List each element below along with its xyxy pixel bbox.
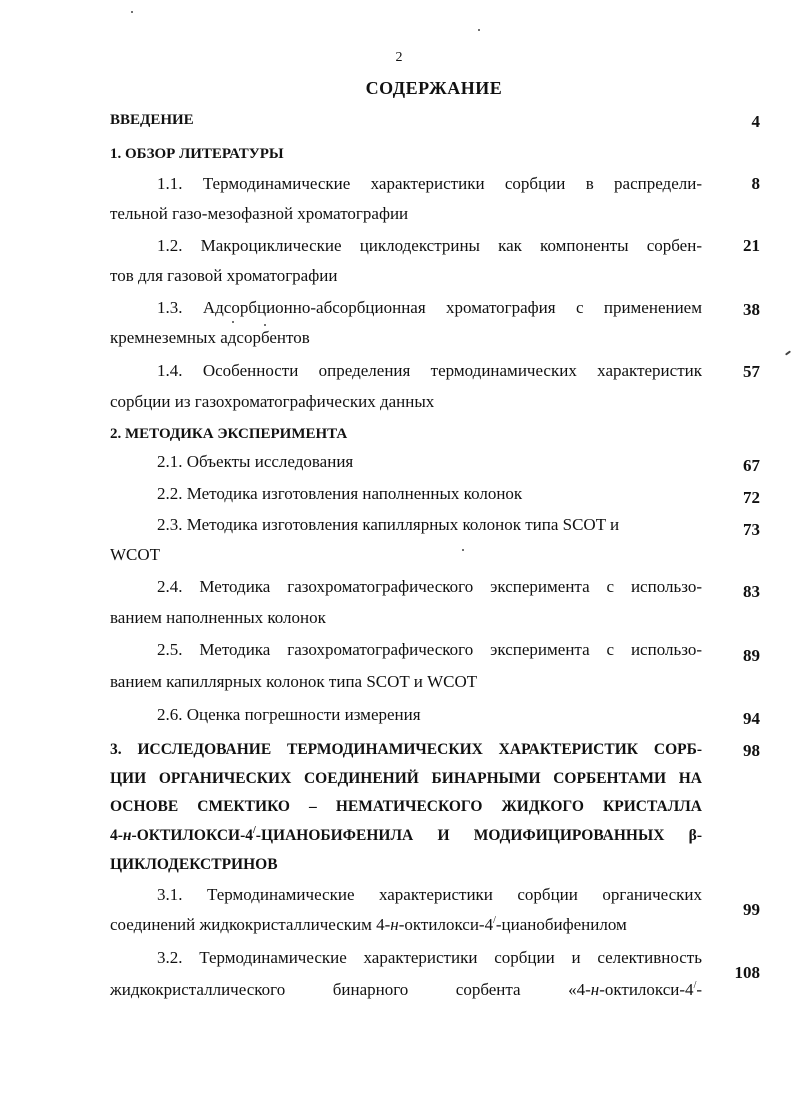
toc-item-1-4-line2: сорбции из газохроматографических данных [110, 392, 435, 411]
toc-page-3: 98 [743, 741, 760, 760]
toc-item-3-1-line2: соединений жидкокристаллическим 4-н-октилокси-4/-цианобифенилом [110, 915, 627, 934]
toc-page-2-6: 94 [743, 709, 760, 728]
toc-item-1-3-line2: кремнеземных адсорбентов [110, 328, 310, 347]
toc-item-1-4-line1: 1.4. Особенности определения термодинамических характеристик [157, 361, 702, 380]
toc-item-1-3-line1: 1.3. Адсорбционно-абсорбционная хроматография с применением [157, 298, 702, 317]
toc-item-1-1-line2: тельной газо-мезофазной хроматографии [110, 204, 409, 223]
toc-item-2-4-line1: 2.4. Методика газохроматографического эксперимента с использо- [157, 577, 702, 596]
scan-speckle [462, 549, 464, 551]
toc-page-3-2: 108 [734, 963, 760, 982]
toc-page-2-5: 89 [743, 646, 760, 665]
toc-heading-intro: ВВЕДЕНИЕ [110, 112, 194, 128]
toc-item-2-5-line2: ванием капиллярных колонок типа SCOT и WCOT [110, 672, 478, 691]
toc-item-3-2-line2: жидкокристаллического бинарного сорбента «4-н-октилокси-4/- [110, 980, 703, 999]
toc-chapter-3-line5: ЦИКЛОДЕКСТРИНОВ [110, 856, 278, 873]
toc-page-2-2: 72 [743, 488, 760, 507]
toc-item-1-2-line1: 1.2. Макроциклические циклодекстрины как компоненты сорбен- [157, 236, 702, 255]
toc-chapter-3-line4: 4-н-ОКТИЛОКСИ-4/-ЦИАНОБИФЕНИЛА И МОДИФИЦИРОВАННЫХ β- [110, 825, 702, 844]
toc-item-1-1-line1: 1.1. Термодинамические характеристики сорбции в распредели- [157, 174, 702, 193]
toc-page-1-4: 57 [743, 362, 760, 381]
toc-page-2-1: 67 [743, 456, 760, 475]
scan-speckle [131, 11, 133, 13]
toc-chapter-3-line1: 3. ИССЛЕДОВАНИЕ ТЕРМОДИНАМИЧЕСКИХ ХАРАКТЕРИСТИК СОРБ- [110, 741, 702, 758]
toc-page-2-3: 73 [743, 520, 760, 539]
toc-page-intro: 4 [751, 112, 760, 131]
scan-speckle [232, 321, 234, 323]
toc-chapter-2: 2. МЕТОДИКА ЭКСПЕРИМЕНТА [110, 426, 348, 442]
scan-speckle [264, 324, 266, 326]
toc-chapter-3-line2: ЦИИ ОРГАНИЧЕСКИХ СОЕДИНЕНИЙ БИНАРНЫМИ СОРБЕНТАМИ НА [110, 770, 702, 787]
toc-item-2-5-line1: 2.5. Методика газохроматографического эксперимента с использо- [157, 640, 702, 659]
scan-speckle [478, 29, 480, 31]
toc-item-2-1: 2.1. Объекты исследования [157, 452, 354, 471]
toc-item-2-4-line2: ванием наполненных колонок [110, 608, 326, 627]
toc-chapter-1: 1. ОБЗОР ЛИТЕРАТУРЫ [110, 146, 284, 162]
toc-item-2-2: 2.2. Методика изготовления наполненных колонок [157, 484, 523, 503]
toc-page-2-4: 83 [743, 582, 760, 601]
toc-item-2-3-line1: 2.3. Методика изготовления капиллярных колонок типа SCOT и [157, 515, 620, 534]
toc-item-2-6: 2.6. Оценка погрешности измерения [157, 705, 421, 724]
toc-item-3-2-line1: 3.2. Термодинамические характеристики сорбции и селективность [157, 948, 702, 967]
toc-item-3-1-line1: 3.1. Термодинамические характеристики сорбции органических [157, 885, 702, 904]
toc-title: СОДЕРЖАНИЕ [365, 78, 503, 98]
toc-page-1-3: 38 [743, 300, 760, 319]
toc-page-1-2: 21 [743, 236, 760, 255]
toc-page-1-1: 8 [751, 174, 760, 193]
page-number: 2 [395, 50, 403, 65]
toc-item-2-3-line2: WCOT [110, 545, 161, 564]
scan-speckle [785, 350, 791, 355]
toc-page-3-1: 99 [743, 900, 760, 919]
toc-chapter-3-line3: ОСНОВЕ СМЕКТИКО – НЕМАТИЧЕСКОГО ЖИДКОГО КРИСТАЛЛА [110, 798, 702, 815]
toc-item-1-2-line2: тов для газовой хроматографии [110, 266, 338, 285]
